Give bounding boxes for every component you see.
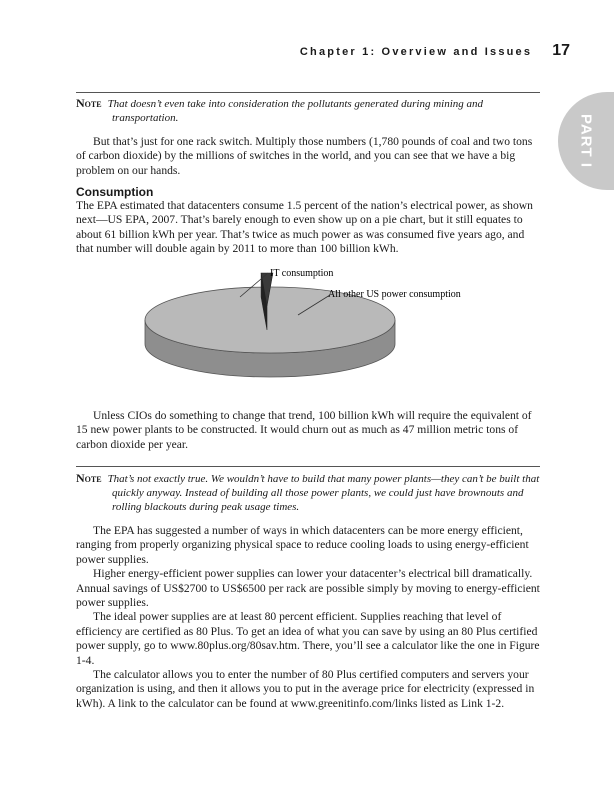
label-it-consumption: IT consumption <box>270 268 334 279</box>
section-heading: Consumption <box>76 185 154 199</box>
paragraph-text: The EPA has suggested a number of ways in which datacenters can be more energy efficient, ranging from properly organizing physical space to reduce cooling loads to using energy-efficient power supplies. <box>76 524 529 566</box>
note-label: Note <box>76 96 102 110</box>
paragraph <box>76 135 540 178</box>
note-rule <box>76 466 540 467</box>
running-header <box>300 42 570 60</box>
note-rule <box>76 92 540 93</box>
paragraph-text: The EPA estimated that datacenters consume 1.5 percent of the nation’s electrical power, as shown next—US EPA, 2007. That’s barely enough to even show up on a pie chart, but it still equates to about 61 billion kWh per year. That’s twice as much power as was consumed five years ago, and that number will double again by 2011 to more than 100 billion kWh. <box>76 199 533 256</box>
label-other-consumption: All other US power consumption <box>328 289 461 300</box>
part-tab <box>558 92 614 190</box>
paragraph-text: The calculator allows you to enter the number of 80 Plus certified computers and servers your organization is using, and then it allows you to put in the average price for electricity (expressed in kWh). A link to the calculator can be found at www.greenitinfo.com/links listed as Link 1-2. <box>76 668 535 710</box>
note-text: That doesn’t even take into consideration the pollutants generated during mining and transportation. <box>107 98 484 124</box>
page-number: 17 <box>552 42 570 59</box>
note-box <box>76 471 552 514</box>
note-text: That’s not exactly true. We wouldn’t have to build that many power plants—they can’t be built that quickly anyway. Instead of building all those power plants, we could just have brownouts and rolling blackouts during peak usage times. <box>107 473 540 513</box>
part-tab-label: PART I <box>577 113 595 169</box>
note-box <box>76 96 552 125</box>
paragraph-text: The ideal power supplies are at least 80 percent efficient. Supplies reaching that level of efficiency are certified as 80 Plus. To get an idea of what you can save by using an 80 Plus certified power supply, go to www.80plus.org/80sav.htm. There, you’ll see a calculator like the one in Figure 1-4. <box>76 610 540 667</box>
paragraph-text: But that’s just for one rack switch. Multiply those numbers (1,780 pounds of coal and two tons of carbon dioxide) by the millions of switches in the world, and you can see that we have a big problem on our hands. <box>76 135 533 177</box>
chapter-title: Chapter 1: Overview and Issues <box>299 46 533 58</box>
note-label: Note <box>76 471 102 485</box>
paragraph-text: Unless CIOs do something to change that trend, 100 billion kWh will require the equivalent of 15 new power plants to be constructed. It would churn out as much as 47 million metric tons of carbon dioxide per year. <box>76 409 532 451</box>
body-paragraphs <box>76 524 540 711</box>
paragraph-text: Higher energy-efficient power supplies can lower your datacenter’s electrical bill dramatically. Annual savings of US$2700 to US$6500 per rack are possible simply by moving to energy-efficient power supplies. <box>76 567 540 610</box>
paragraph <box>76 409 540 452</box>
pie-chart <box>140 235 500 395</box>
